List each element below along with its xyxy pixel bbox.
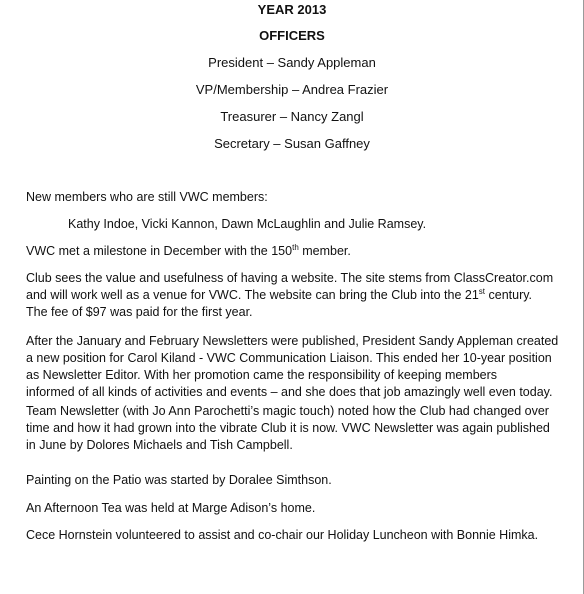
officer-vp-membership: VP/Membership – Andrea Frazier [195, 82, 389, 97]
website-paragraph [26, 270, 571, 321]
milestone-text-end: member. [298, 244, 351, 258]
year-heading: YEAR 2013 [257, 2, 327, 17]
new-members-intro: New members who are still VWC members: [26, 190, 268, 204]
newsletter-line-3: as Newsletter Editor. With her promotion came the responsibility of keeping members [26, 368, 498, 382]
newsletter-line-2: a new position for Carol Kiland - VWC Communication Liaison. This ended her 10-year position [26, 351, 552, 365]
team-newsletter-line-3: in June by Dolores Michaels and Tish Campbell. [26, 438, 293, 452]
milestone-paragraph [26, 243, 571, 260]
new-members-names: Kathy Indoe, Vicki Kannon, Dawn McLaughlin and Julie Ramsey. [68, 217, 427, 231]
website-line-2-text: and will work well as a venue for VWC. The website can bring the Club into the 21 [26, 288, 479, 302]
website-line-2-end: century. [485, 288, 533, 302]
officer-treasurer: Treasurer – Nancy Zangl [220, 109, 364, 124]
milestone-text: VWC met a milestone in December with the 150 [26, 244, 293, 258]
luncheon-paragraph: Cece Hornstein volunteered to assist and co-chair our Holiday Luncheon with Bonnie Himka. [26, 528, 539, 542]
website-ordinal: st [478, 287, 486, 296]
officer-secretary: Secretary – Susan Gaffney [214, 136, 370, 151]
newsletter-line-1: After the January and February Newsletters were published, President Sandy Appleman created [26, 334, 559, 348]
team-newsletter-line-1: Team Newsletter (with Jo Ann Parochetti’s magic touch) noted how the Club had changed over [26, 404, 549, 418]
team-newsletter-line-2: time and how it had grown into the vibrate Club it is now. VWC Newsletter was again published [26, 421, 550, 435]
website-line-2 [26, 287, 571, 304]
newsletter-paragraph [26, 333, 571, 401]
team-newsletter-paragraph [26, 403, 571, 454]
newsletter-line-4: informed of all kinds of activities and events – and she does that job amazingly well even today. [26, 385, 553, 399]
website-line-1: Club sees the value and usefulness of having a website. The site stems from ClassCreator.com [26, 271, 554, 285]
patio-paragraph: Painting on the Patio was started by Doralee Simthson. [26, 473, 332, 487]
website-line-3: The fee of $97 was paid for the first year. [26, 305, 253, 319]
tea-paragraph: An Afternoon Tea was held at Marge Adison’s home. [26, 501, 316, 515]
milestone-ordinal: th [292, 243, 299, 252]
officers-heading: OFFICERS [259, 28, 325, 43]
officer-president: President – Sandy Appleman [208, 55, 376, 70]
